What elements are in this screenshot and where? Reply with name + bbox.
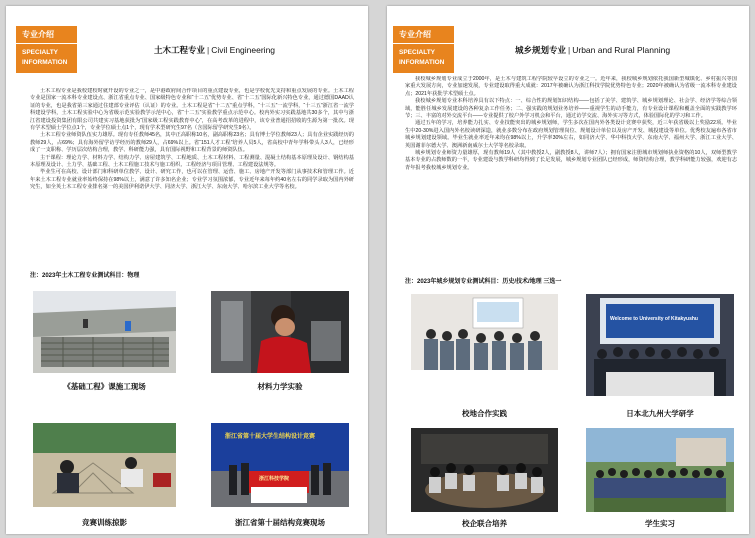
paragraph: 土木工程专业是我校建校时就开设的专业之一，是中港政府间合作项目的重点建设专业，也是学校优先支持和重点发展的专业。土木工程专业是国家一流本科专业建设点、浙江省重点专业、国家级特色专业和“十二五”优势专业、省“十二五”国际化新兴特色专业，通过德国DAAD认证的专业，也是我省第三家通过住建部专业评估（认证）的专业。土木工程是省“十二五”重点学科，“十三五”一流学科，“十三五”浙江省一流学科建设学科，土木工程实验中心为省级示范实验教学示范中心，省“十二五”实验教学重点示范中心。校内外实习实践基地共30多个，其中与浙江省建设投资集团有限公司共建实习基地获批为“国家级工程实践教育中心”，在高考改革的进程中，该专业普通招招收的生源为第一批次。现有学术型硕士学位点1个，专业学位硕士点1个，现有学术型研究生97名（含国际留学研究生9名）。: [30, 88, 354, 132]
construction-site-image: [33, 291, 176, 373]
section-title-cn: 土木工程专业: [154, 45, 206, 55]
caption-structure-competition: 浙江省第十届结构竞赛现场: [235, 518, 325, 527]
tag-title: 专业介绍: [393, 26, 454, 44]
materials-lab-image: [211, 291, 349, 373]
tag-english: SPECIALTY INFORMATION: [22, 49, 68, 66]
paragraph: 城乡规划专业师资力量雄厚，现有教师19人（其中教授2人，副教授8人，讲师7人）；拥有国家注册城市规划师执业资格的10人，双师型教学基本专业的占教师数的一半，专业建设与教学科研均得到了长足发展，城乡规划专业团队已经形成，师资结构合理，教学科研能力较强，欢迎有志青年报考我校城乡规划专业。: [405, 150, 737, 171]
paragraph: 通过五年的学习，培养能力扎实、专业技能突出的城乡规划师，学生多次在国内外各类设计竞赛中获奖，近三年获省级以上奖励22项。毕业生中20-30%进入国内外名校读研深造，就业多数分布在政府规划管理岗位、规划设计单位以及房产开发、城投建设等单位。优秀校友遍布各省市城乡规划建设领域。毕业生就业率近年来均在98%以上，升学率30%左右，如同济大学、华中科技大学、东南大学、福州大学、浙江工业大学、英国谢菲尔德大学、澳洲新南威尔士大学等名校录取。: [405, 120, 737, 149]
caption-school-enterprise: 校企联合培养: [462, 519, 507, 528]
competition-flag-text: 浙江科技学院: [259, 476, 290, 482]
competition-banner-text: 浙江省第十届大学生结构设计竞赛: [225, 434, 316, 440]
paragraph: 土木工程专业师资队伍实力雄厚。现有专任教师45名，其中正高职称10名，副高职称23名；具有博士学位教师23人；具有企业实践经历的教师29人，占69%；具有海外留学访学经历的教师29人，占69%以上。省“151人才工程”培养人员5人，省高校中青年学科带头人3人，已经形成了一支职称、学历层次结构合理，教学、科研能力强，具有国际视野和工程背景的师资队伍。: [30, 132, 354, 154]
photo-materials-lab: [211, 291, 349, 373]
photo-school-local-cooperation: [411, 294, 558, 370]
caption-student-internship: 学生实习: [645, 519, 675, 528]
paragraph: 毕业生可在高校、设计部门和科研单位教学、设计、研究工作，也可以在管理、运营、施工、房地产开发等部门从事技术和管理工作。近年来土木工程专业就业率始终保持在98%以上，满意了许多知名企业；专业学习氛围浓郁，专业近年来每年约40名左右的同学录取为国内外研究生，如全英土木工程专业排名第一的美国伊利诺伊大学、同济大学、浙江大学、东南大学、哈尔滨工业大学等名校。: [30, 169, 354, 191]
right-exam-note: 注：2023年城乡规划专业测试科目：历史/技术/地理 三选一: [405, 279, 562, 285]
right-section-title: [515, 44, 670, 56]
kitakyushu-banner-text: Welcome to University of Kitakyushu: [610, 316, 698, 322]
photo-structure-competition: [211, 423, 349, 507]
section-title-en: Civil Engineering: [211, 45, 276, 55]
paragraph: 主干课程：理论力学、材料力学、结构力学、房屋建筑学、工程地质、土木工程材料、工程测量、混凝土结构基本原理及设计、钢结构基本原理及设计、土力学、基础工程、土木工程施工技术与施工组织、工程经济与项目管理、工程建设法规等。: [30, 154, 354, 169]
student-internship-image: [586, 428, 734, 512]
photo-student-internship: [586, 428, 734, 512]
photo-competition-training: [33, 423, 176, 507]
section-title-cn: 城乡规划专业: [515, 45, 567, 55]
school-local-cooperation-image: [411, 294, 558, 370]
section-title-en: Urban and Rural Planning: [572, 45, 671, 55]
competition-training-image: [33, 423, 176, 507]
photo-construction-site: [33, 291, 176, 373]
section-title-separator: |: [207, 45, 210, 55]
tag-english: SPECIALTY INFORMATION: [399, 49, 445, 66]
right-page: [387, 6, 749, 534]
right-body-text: [405, 76, 737, 270]
paragraph: 我校城乡规划专业成立于2000年，是土木与建筑工程学院较早设立的专业之一。近年来，我校城乡规划依托我国新型城镇化、乡村振兴等国家重大发展方向，专业加速发展，专业建设取得重大成就：2017年被确认为浙江科技学院优势特色专业；2020年被确认为省级一流本科专业建设点；2021年获批学术型硕士点。: [405, 76, 737, 97]
left-exam-note: 注：2023年土木工程专业测试科目：物理: [30, 273, 140, 279]
photo-kitakyushu-study: [586, 294, 734, 396]
left-body-text: [30, 88, 354, 270]
caption-kitakyushu-study: 日本北九州大学研学: [626, 409, 694, 418]
right-specialty-tag: [393, 26, 454, 73]
tag-title: 专业介绍: [16, 26, 77, 44]
paragraph: 我校城乡规划专业本科培养具有以下特点：一、综合性的规划知识结构——包括了美学、建筑学、城乡规划理论、社会学、经济学等综合领域，能胜任城乡发展建设的各种复杂工作任务；二、强实践的规划业务培养——重视学生的动手能力，有专业设计课程和覆盖全面的实践教学环节；三、丰富的对外交流平台——专业提供了校户外学习机会和平台，通过访学交流、海外实习等方式，体验国际化的学习和工作。: [405, 98, 737, 120]
photo-school-enterprise: [411, 428, 558, 512]
school-enterprise-image: [411, 428, 558, 512]
left-specialty-tag: [16, 26, 77, 73]
kitakyushu-study-image: [586, 294, 734, 396]
left-section-title: [154, 44, 275, 56]
section-title-separator: |: [568, 45, 571, 55]
left-page: [6, 6, 368, 534]
caption-competition-training: 竞赛训练掠影: [82, 518, 127, 527]
caption-construction-site: 《基础工程》课施工现场: [63, 382, 146, 391]
caption-school-local-cooperation: 校地合作实践: [462, 409, 507, 418]
caption-materials-lab: 材料力学实验: [257, 382, 303, 391]
